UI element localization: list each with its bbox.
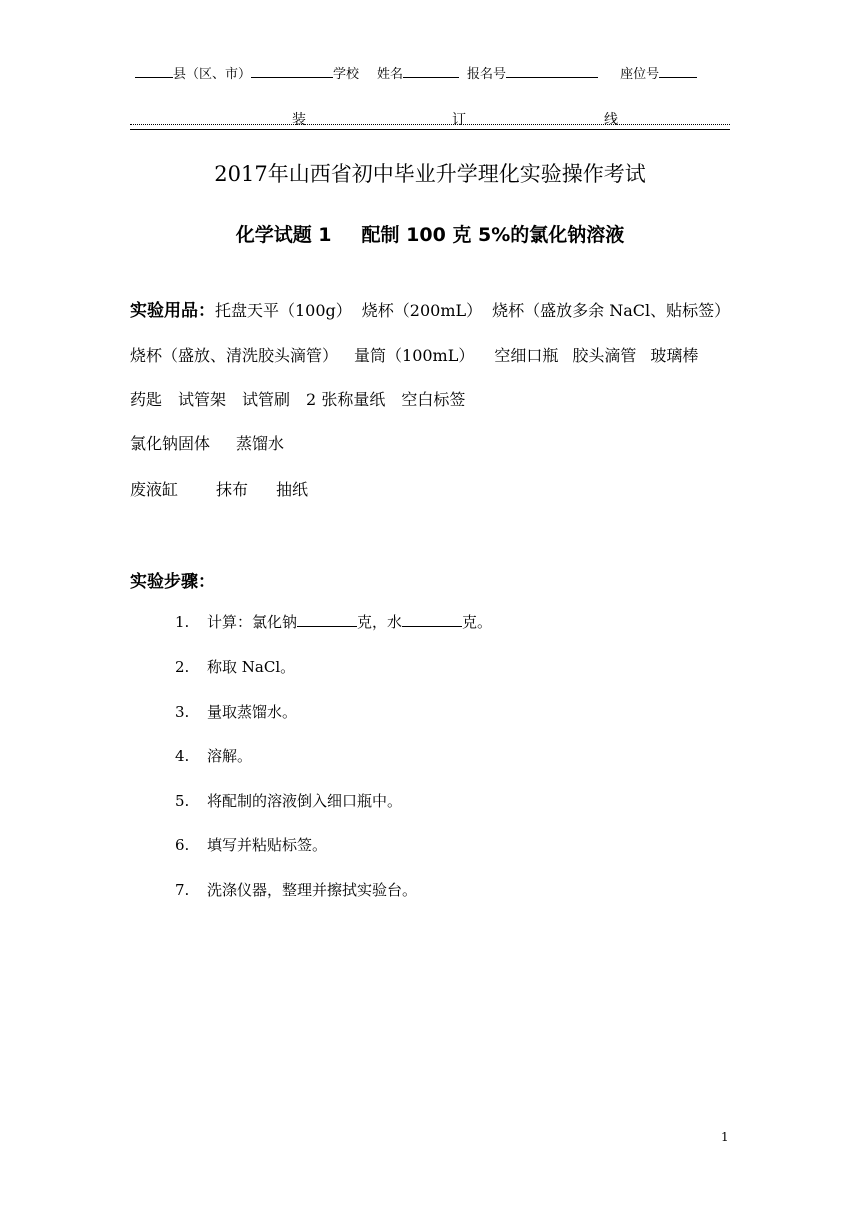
binding-char-2: 订 [452,112,466,128]
nacl-mass-blank[interactable] [297,612,357,627]
materials-line-1 [130,296,730,321]
material-item: 蒸馏水 [236,434,285,453]
step-number: 3. [175,703,190,721]
binding-char-1: 装 [292,112,306,128]
county-label: 县（区、市） [173,67,252,82]
binding-solid-line [130,129,730,130]
page-subtitle [0,220,860,247]
school-blank[interactable] [251,65,333,78]
steps-heading: 实验步骤： [130,572,215,592]
step-text: 溶解。 [207,747,253,765]
binding-dotted-line [130,124,730,125]
candidate-info-line [135,63,697,82]
page-number: 1 [721,1130,729,1144]
material-item: 烧杯（200mL） [361,301,483,320]
step-2 [175,656,295,677]
material-item: 2 张称量纸 [306,390,386,409]
step-number: 1. [175,613,190,631]
step-1 [175,611,492,632]
materials-line-2 [130,343,698,366]
water-mass-blank[interactable] [402,612,462,627]
step-4 [175,745,252,766]
step-7 [175,879,417,900]
step-number: 2. [175,658,190,676]
name-blank[interactable] [403,65,459,78]
step-number: 5. [175,792,190,810]
material-item: 胶头滴管 [572,346,637,365]
material-item: 药匙 [130,390,163,409]
step-text: 量取蒸馏水。 [207,703,298,721]
school-label: 学校 [333,67,360,82]
step-number: 6. [175,836,190,854]
material-item: 托盘天平（100g） [215,301,352,320]
material-item: 烧杯（盛放、清洗胶头滴管） [130,346,339,365]
materials-heading: 实验用品： [130,301,215,321]
material-item: 试管架 [178,390,227,409]
material-item: 抹布 [216,480,249,499]
step-number: 4. [175,747,190,765]
step-text: 将配制的溶液倒入细口瓶中。 [207,792,403,810]
material-item: 量筒（100mL） [354,346,475,365]
materials-line-4 [130,431,284,454]
material-item: 废液缸 [130,480,179,499]
reg-no-blank[interactable] [506,65,598,78]
materials-line-5 [130,477,308,500]
reg-no-label: 报名号 [467,67,507,82]
seat-no-blank[interactable] [659,65,697,78]
step-number: 7. [175,881,190,899]
step-text: 填写并粘贴标签。 [207,836,328,854]
step-text: 称取 NaCl。 [207,658,296,676]
step-6 [175,834,327,855]
subtitle-exam-number: 化学试题 1 [235,224,332,246]
step-text: 洗涤仪器，整理并擦拭实验台。 [207,881,418,899]
materials-line-3 [130,387,465,410]
material-item: 抽纸 [276,480,309,499]
material-item: 氯化钠固体 [130,434,211,453]
seat-no-label: 座位号 [620,67,660,82]
material-item: 试管刷 [242,390,291,409]
material-item: 玻璃棒 [650,346,699,365]
step-text: 克，水 [357,613,403,631]
subtitle-experiment-name: 配制 100 克 5%的氯化钠溶液 [361,224,625,246]
step-text: 计算：氯化钠 [207,613,298,631]
step-5 [175,790,402,811]
step-3 [175,701,297,722]
binding-char-3: 线 [604,112,618,128]
step-text: 克。 [462,613,493,631]
material-item: 空细口瓶 [494,346,559,365]
county-blank[interactable] [135,65,173,78]
name-label: 姓名 [377,67,404,82]
page-title: 2017年山西省初中毕业升学理化实验操作考试 [214,162,646,186]
material-item: 空白标签 [401,390,466,409]
material-item: 烧杯（盛放多余 NaCl、贴标签） [492,301,731,320]
